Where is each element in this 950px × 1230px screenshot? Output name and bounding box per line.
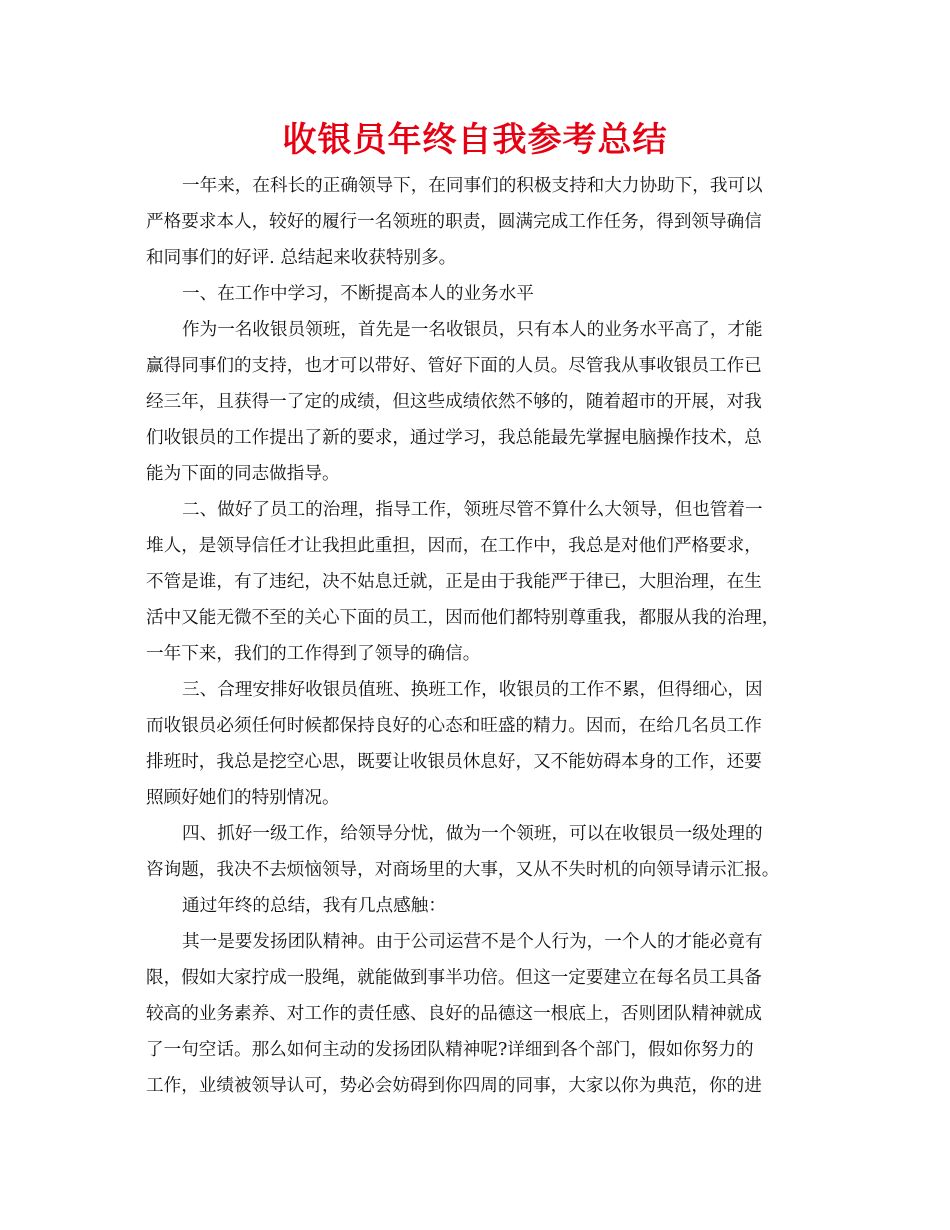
text-line: 了一句空话。那么如何主动的发扬团队精神呢?详细到各个部门，假如你努力的: [146, 1040, 754, 1060]
text-line: 严格要求本人，较好的履行一名领班的职责，圆满完成工作任务，得到领导确信: [146, 212, 762, 232]
text-line: 四、抓好一级工作，给领导分忧，做为一个领班，可以在收银员一级处理的: [182, 824, 763, 844]
text-line: 三、合理安排好收银员值班、换班工作，收银员的工作不累，但得细心，因: [182, 680, 763, 700]
document-title: 收银员年终自我参考总结: [282, 120, 668, 160]
text-line: 工作，业绩被领导认可，势必会妨碍到你四周的同事，大家以你为典范，你的进: [146, 1076, 762, 1096]
text-line: 活中又能无微不至的关心下面的员工，因而他们都特别尊重我，都服从我的治理，: [146, 608, 780, 628]
text-line: 其一是要发扬团队精神。由于公司运营不是个人行为，一个人的才能必竟有: [182, 932, 763, 952]
text-line: 赢得同事们的支持，也才可以带好、管好下面的人员。尽管我从事收银员工作已: [146, 356, 762, 376]
text-line: 经三年，且获得一了定的成绩，但这些成绩依然不够的，随着超市的开展，对我: [146, 392, 762, 412]
text-line: 堆人，是领导信任才让我担此重担，因而，在工作中，我总是对他们严格要求，: [146, 536, 762, 556]
text-line: 而收银员必须任何时候都保持良好的心态和旺盛的精力。因而，在给几名员工作: [146, 716, 762, 736]
document-body: [146, 168, 816, 1104]
text-line: 一、在工作中学习，不断提高本人的业务水平: [182, 284, 534, 304]
text-line: 一年下来，我们的工作得到了领导的确信。: [146, 644, 481, 664]
text-line: 和同事们的好评. 总结起来收获特别多。: [146, 248, 457, 268]
text-line: 二、做好了员工的治理，指导工作，领班尽管不算什么大领导，但也管着一: [182, 500, 763, 520]
text-line: 较高的业务素养、对工作的责任感、良好的品德这一根底上，否则团队精神就成: [146, 1004, 762, 1024]
text-line: 咨询题，我决不去烦恼领导，对商场里的大事，又从不失时机的向领导请示汇报。: [146, 860, 780, 880]
text-line: 一年来，在科长的正确领导下，在同事们的积极支持和大力协助下，我可以: [182, 176, 763, 196]
text-line: 们收银员的工作提出了新的要求，通过学习，我总能最先掌握电脑操作技术，总: [146, 428, 762, 448]
text-line: 作为一名收银员领班，首先是一名收银员，只有本人的业务水平高了，才能: [182, 320, 763, 340]
text-line: 不管是谁，有了违纪，决不姑息迁就，正是由于我能严于律已，大胆治理，在生: [146, 572, 762, 592]
text-line: 能为下面的同志做指导。: [146, 464, 340, 484]
text-line: 限，假如大家拧成一股绳，就能做到事半功倍。但这一定要建立在每名员工具备: [146, 968, 762, 988]
text-line: 排班时，我总是挖空心思，既要让收银员休息好，又不能妨碍本身的工作，还要: [146, 752, 762, 772]
text-line: 通过年终的总结，我有几点感触：: [182, 896, 446, 916]
text-line: 照顾好她们的特别情况。: [146, 788, 340, 808]
